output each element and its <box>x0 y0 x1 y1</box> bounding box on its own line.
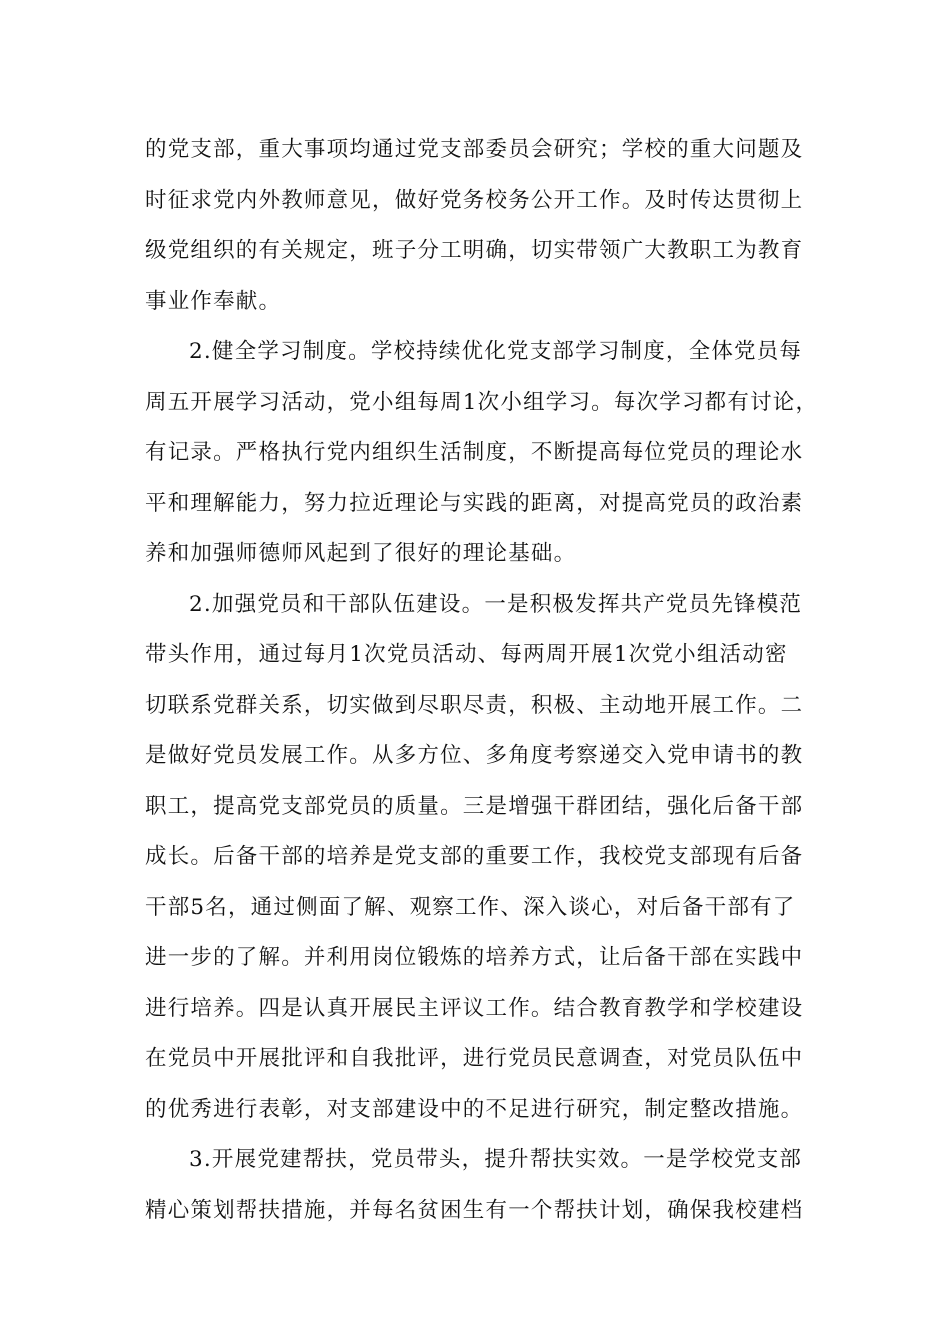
paragraph-first-line: 2.健全学习制度。学校持续优化党支部学习制度，全体党员每 <box>189 339 803 364</box>
document-body <box>145 125 819 1236</box>
text-line: 进行培养。四是认真开展民主评议工作。结合教育教学和学校建设 <box>145 995 804 1021</box>
text-line: 有记录。严格执行党内组织生活制度，不断提高每位党员的理论水 <box>145 440 804 465</box>
text-line: 时征求党内外教师意见，做好党务校务公开工作。及时传达贯彻上 <box>145 187 804 213</box>
text-line: 带头作用，通过每月1次党员活动、每两周开展1次党小组活动密 <box>145 642 788 667</box>
text-line: 是做好党员发展工作。从多方位、多角度考察递交入党申请书的教 <box>145 743 804 768</box>
text-line: 的党支部，重大事项均通过党支部委员会研究；学校的重大问题及 <box>145 137 804 162</box>
text-line: 切联系党群关系，切实做到尽职尽责，积极、主动地开展工作。二 <box>145 692 804 718</box>
text-line: 事业作奉献。 <box>145 288 282 314</box>
text-line: 平和理解能力，努力拉近理论与实践的距离，对提高党员的政治素 <box>145 490 804 516</box>
paragraph-first-line: 2.加强党员和干部队伍建设。一是积极发挥共产党员先锋模范 <box>189 591 803 617</box>
text-line: 在党员中开展批评和自我批评，进行党员民意调查，对党员队伍中 <box>145 1046 804 1071</box>
text-line: 干部5名，通过侧面了解、观察工作、深入谈心，对后备干部有了 <box>145 894 796 920</box>
text-line: 职工，提高党支部党员的质量。三是增强干群团结，强化后备干部 <box>145 793 804 819</box>
text-line: 成长。后备干部的培养是党支部的重要工作，我校党支部现有后备 <box>145 844 804 869</box>
text-line: 养和加强师德师风起到了很好的理论基础。 <box>145 541 577 566</box>
text-line: 的优秀进行表彰，对支部建设中的不足进行研究，制定整改措施。 <box>145 1096 804 1122</box>
text-line: 级党组织的有关规定，班子分工明确，切实带领广大教职工为教育 <box>145 238 804 263</box>
text-line: 进一步的了解。并利用岗位锻炼的培养方式，让后备干部在实践中 <box>145 945 804 970</box>
text-line: 精心策划帮扶措施，并每名贫困生有一个帮扶计划，确保我校建档 <box>145 1197 804 1223</box>
paragraph-first-line: 3.开展党建帮扶，党员带头，提升帮扶实效。一是学校党支部 <box>189 1147 803 1172</box>
text-line: 周五开展学习活动，党小组每周1次小组学习。每次学习都有讨论， <box>145 389 819 415</box>
